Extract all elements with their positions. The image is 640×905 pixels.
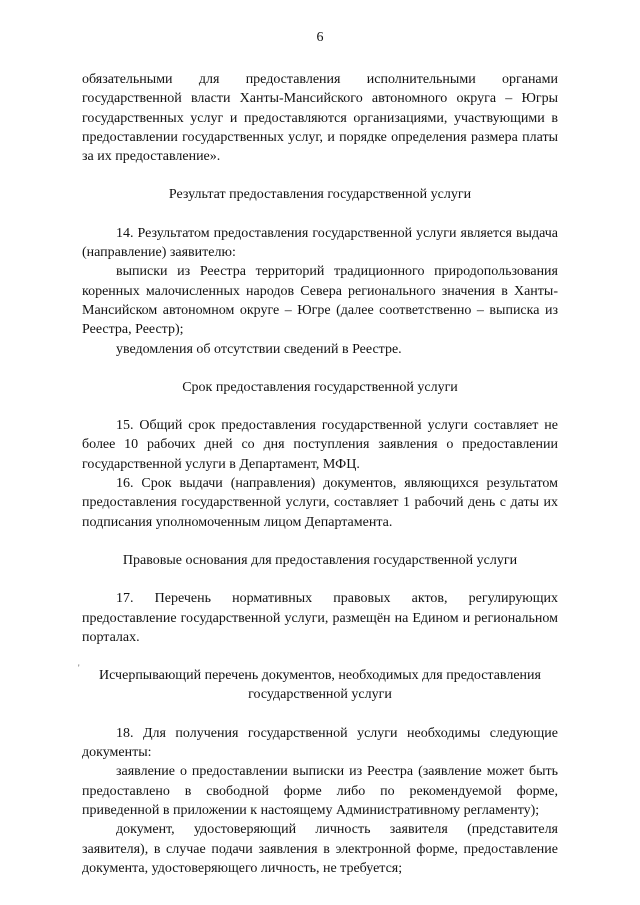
- heading-documents-line-2: государственной услуги: [248, 687, 392, 703]
- heading-result: Результат предоставления государственной услуги: [168, 187, 472, 203]
- paragraph-15: 15. Общий срок предоставления государственной услуги составляет не более 10 рабочих дней со дня поступления заявления о предоставлении государственной услуги в Департамент, МФЦ.: [82, 418, 558, 472]
- paragraph-16: 16. Срок выдачи (направления) документов, являющихся результатом предоставления государственной услуги, составляет 1 рабочий день с даты их подписания уполномоченным лицом Департамента.: [82, 476, 558, 530]
- document-body: [82, 70, 558, 878]
- paragraph-14: 14. Результатом предоставления государственной услуги является выдача (направление) заявителю:: [82, 225, 558, 261]
- paragraph-18-item-identity: документ, удостоверяющий личность заявителя (представителя заявителя), в случае подачи заявления в электронной форме, предоставление документа, удостоверяющего личность, не требуется;: [82, 822, 558, 876]
- heading-documents-line-1: Исчерпывающий перечень документов, необходимых для предоставления: [99, 668, 541, 684]
- page-number: 6: [316, 30, 324, 45]
- paragraph-18: 18. Для получения государственной услуги необходимы следующие документы:: [82, 725, 558, 761]
- scan-mark: ': [78, 663, 80, 673]
- paragraph-intro: обязательными для предоставления исполнительными органами государственной власти Ханты-Мансийского автономного округа – Югры государственных услуг и предоставляются организациями, участвующими в предоставлении государственных услуг, и порядке определения размера платы за их предоставление».: [82, 72, 558, 165]
- paragraph-17: 17. Перечень нормативных правовых актов, регулирующих предоставление государственной услуги, размещён на Едином и региональном порталах.: [82, 591, 558, 645]
- heading-term: Срок предоставления государственной услуги: [182, 379, 458, 395]
- heading-legal-basis: Правовые основания для предоставления государственной услуги: [122, 552, 518, 568]
- paragraph-14-item-extract: выписки из Реестра территорий традиционного природопользования коренных малочисленных народов Севера регионального значения в Ханты-Мансийском автономном округе – Югре (далее соответственно – выписка из Реестра, Реестр);: [82, 264, 558, 338]
- paragraph-18-item-application: заявление о предоставлении выписки из Реестра (заявление может быть предоставлено в свободной форме либо по рекомендуемой форме, приведенной в приложении к настоящему Административному регламенту);: [82, 764, 558, 818]
- paragraph-14-item-notice: уведомления об отсутствии сведений в Реестре.: [116, 341, 402, 357]
